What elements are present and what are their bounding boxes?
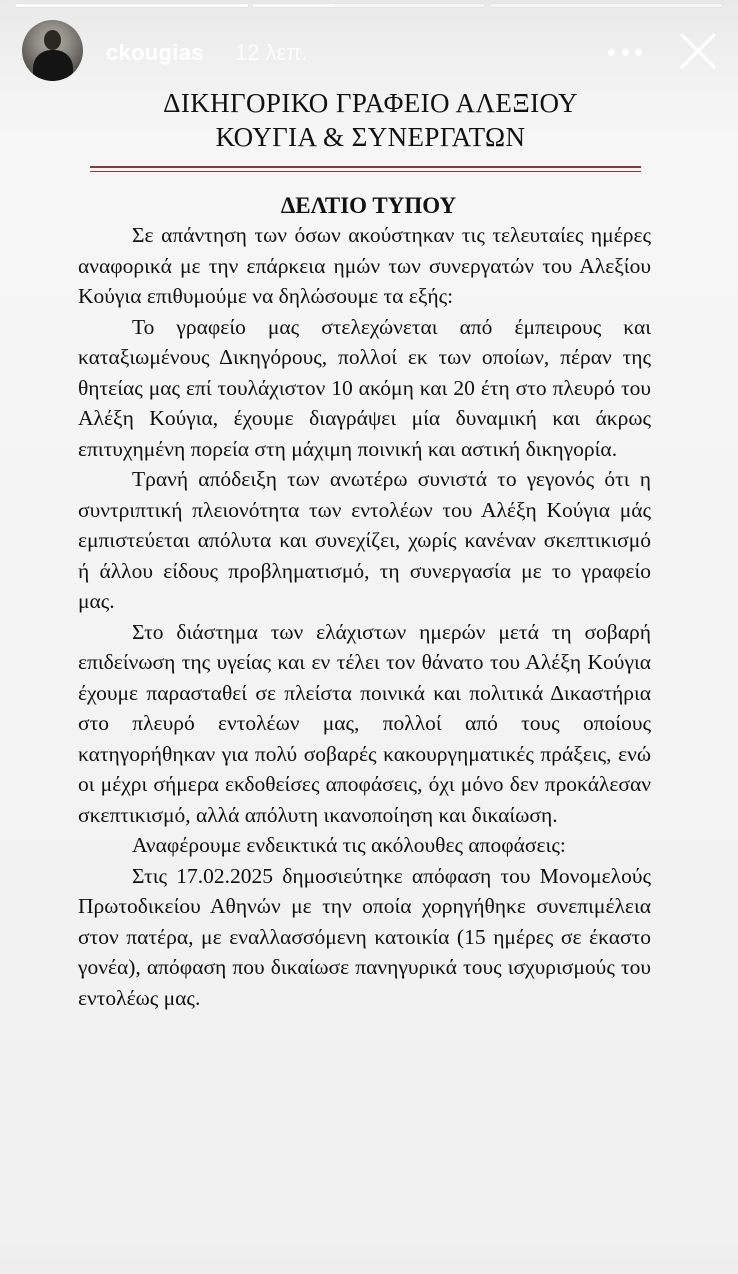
letterhead: [66, 86, 675, 154]
close-icon[interactable]: [678, 31, 718, 71]
letterhead-divider: [90, 166, 641, 172]
letterhead-line-1: ΔΙΚΗΓΟΡΙΚΟ ΓΡΑΦΕΙΟ ΑΛΕΞΙΟΥ: [163, 88, 578, 118]
user-avatar[interactable]: [22, 20, 83, 81]
story-header: [22, 20, 720, 84]
paragraph: Σε απάντηση των όσων ακούστηκαν τις τελευταίες ημέρες αναφορικά με την επάρκεια ημών των συνεργατών του Αλεξίου Κούγια επιθυμούμε να δηλώσουμε τα εξής:: [78, 223, 651, 308]
story-timestamp: 12 λεπ.: [235, 40, 308, 65]
letterhead-line-2: ΚΟΥΓΙΑ & ΣΥΝΕΡΓΑΤΩΝ: [215, 122, 526, 152]
story-progress-segment: [490, 4, 722, 7]
paragraph: Αναφέρουμε ενδεικτικά τις ακόλουθες αποφάσεις:: [132, 833, 566, 857]
story-progress-segment: [253, 4, 485, 7]
username-link[interactable]: ckougias: [106, 40, 204, 65]
paragraph: Το γραφείο μας στελεχώνεται από έμπειρους και καταξιωμένους Δικηγόρους, πολλοί εκ των οποίων, πέραν της θητείας μας επί τουλάχιστον 10 ακόμη και 20 έτη στο πλευρό του Αλέξη Κούγια, έχουμε διαγράψει μία δυναμική και άκρως επιτυχημένη πορεία στη μάχιμη ποινική και αστική δικηγορία.: [78, 314, 651, 461]
story-progress-segment: [16, 4, 248, 7]
more-horizontal-icon[interactable]: [608, 42, 642, 62]
paragraph: Τρανή απόδειξη των ανωτέρω συνιστά το γεγονός ότι η συντριπτική πλειονότητα των εντολέων του Αλέξη Κούγια μάς εμπιστεύεται απόλυτα και συνεχίζει, χωρίς κανέναν σκεπτικισμό ή άλλου είδους προβληματισμό, τη συνεργασία με το γραφείο μας.: [78, 467, 651, 613]
story-progress-bar: [16, 4, 722, 7]
press-release-document: [70, 86, 675, 1013]
document-body: [78, 220, 651, 1013]
paragraph: Στις 17.02.2025 δημοσιεύτηκε απόφαση του Μονομελούς Πρωτοδικείου Αθηνών με την οποία χορηγήθηκε συνεπιμέλεια στον πατέρα, με εναλλασσόμενη κατοικία (15 ημέρες σε έκαστο γονέα), απόφαση που δικαίωσε πανηγυρικά τους ισχυρισμούς του εντολέως μας.: [78, 863, 651, 1010]
bottom-fade: [0, 1232, 738, 1274]
document-title: ΔΕΛΤΙΟ ΤΥΠΟΥ: [280, 193, 457, 218]
paragraph: Στο διάστημα των ελάχιστων ημερών μετά τη σοβαρή επιδείνωση της υγείας και εν τέλει τον θάνατο του Αλέξη Κούγια έχουμε παρασταθεί σε πλείστα ποινικά και πολιτικά Δικαστήρια στο πλευρό εντολέων μας, πολλοί από τους οποίους κατηγορήθηκαν για πολύ σοβαρές κακουργηματικές πράξεις, ενώ οι μέχρι σήμερα εκδοθείσες αποφάσεις, όχι μόνο δεν προκάλεσαν σκεπτικισμό, αλλά απόλυτη ικανοποίηση και δικαίωση.: [78, 619, 651, 827]
